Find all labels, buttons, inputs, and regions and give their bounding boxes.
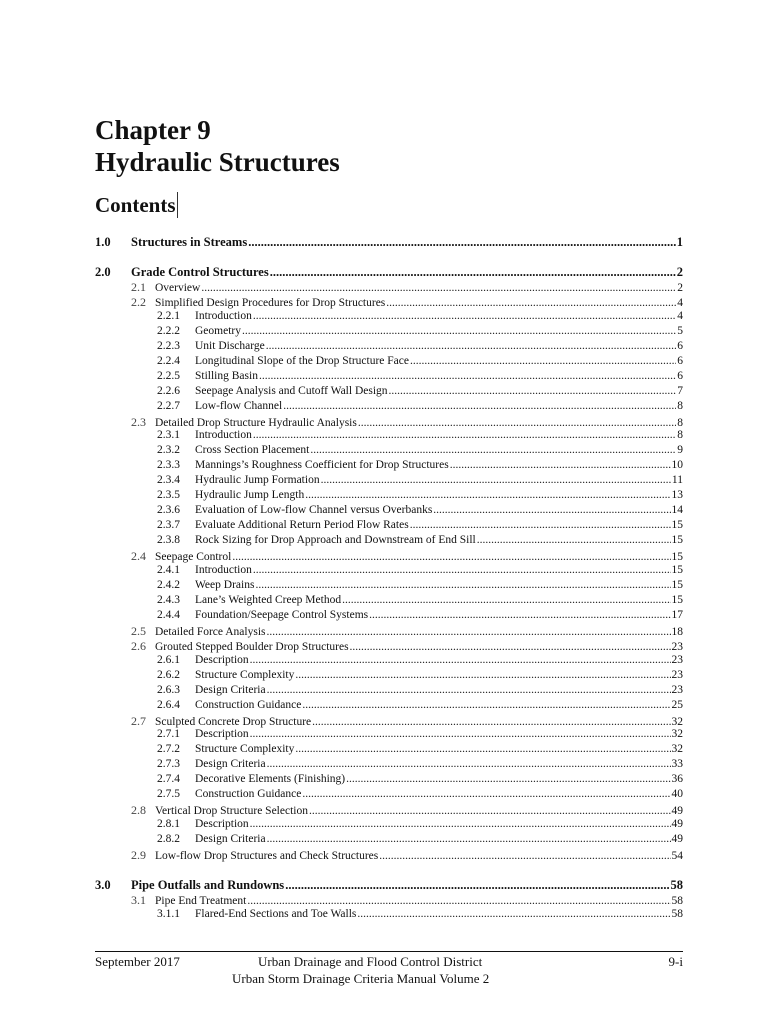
toc-entry-page: 40: [671, 788, 683, 801]
toc-entry-title: Hydraulic Jump Formation: [195, 474, 320, 487]
toc-entry-page: 36: [671, 773, 683, 786]
toc-entry-number: 3.1.1: [157, 907, 180, 920]
chapter-label: Chapter 9: [95, 115, 211, 145]
contents-label: Contents: [95, 193, 176, 217]
toc-entry-leader: [379, 850, 670, 862]
toc-entry-number: 2.3.5: [157, 489, 180, 502]
toc-entry-page: 8: [677, 416, 683, 429]
toc-entry[interactable]: [95, 878, 683, 893]
toc-entry-number: 2.8.2: [157, 833, 180, 846]
toc-entry[interactable]: [95, 235, 683, 250]
toc-entry-leader: [253, 564, 671, 576]
toc-entry[interactable]: [95, 519, 683, 531]
toc-entry[interactable]: [95, 280, 683, 295]
toc-entry-page: 6: [677, 369, 683, 382]
toc-entry[interactable]: [95, 594, 683, 606]
toc-entry-page: 13: [671, 489, 683, 502]
toc-entry-page: 18: [671, 625, 683, 638]
toc-entry[interactable]: [95, 728, 683, 740]
toc-entry-title: Sculpted Concrete Drop Structure: [155, 715, 312, 728]
toc-entry-number: 2.7.1: [157, 728, 180, 741]
toc-entry[interactable]: [95, 743, 683, 755]
toc-entry-title: Pipe End Treatment: [155, 895, 247, 907]
toc-entry-title: Unit Discharge: [195, 339, 265, 352]
toc-entry-page: 15: [671, 578, 683, 591]
toc-entry-number: 2.7.4: [157, 773, 180, 786]
toc-entry-leader: [267, 626, 671, 638]
toc-entry-page: 23: [671, 668, 683, 681]
toc-entry-title: Grouted Stepped Boulder Drop Structures: [155, 640, 349, 653]
toc-entry[interactable]: [95, 549, 683, 564]
toc-entry[interactable]: [95, 818, 683, 830]
toc-entry-leader: [346, 773, 670, 785]
toc-entry-page: 25: [671, 698, 683, 711]
toc-entry-leader: [253, 429, 676, 441]
toc-entry-number: 1.0: [95, 235, 111, 249]
toc-entry-leader: [342, 594, 670, 606]
toc-entry[interactable]: [95, 893, 683, 908]
toc-entry-number: 2.3.3: [157, 459, 180, 472]
toc-entry-title: Pipe Outfalls and Rundowns: [131, 878, 285, 893]
toc-entry-number: 2.3.1: [157, 429, 180, 442]
toc-entry-leader: [389, 385, 677, 397]
toc-entry-page: 23: [671, 640, 683, 653]
toc-entry-leader: [250, 728, 671, 740]
toc-entry[interactable]: [95, 624, 683, 639]
toc-entry-title: Description: [195, 818, 249, 831]
toc-entry-page: 54: [671, 850, 683, 863]
toc-entry-number: 2.9: [131, 848, 146, 863]
toc-entry-title: Introduction: [195, 564, 252, 576]
toc-entry-title: Design Criteria: [195, 833, 266, 846]
toc-entry-leader: [242, 325, 676, 337]
toc-entry[interactable]: [95, 639, 683, 654]
toc-entry-leader: [259, 370, 676, 382]
toc-entry-number: 2.7.3: [157, 758, 180, 771]
toc-entry[interactable]: [95, 654, 683, 666]
toc-entry-leader: [250, 654, 671, 666]
toc-entry-page: 58: [671, 907, 683, 920]
toc-entry-number: 2.6.3: [157, 683, 180, 696]
toc-entry-title: Foundation/Seepage Control Systems: [195, 608, 369, 621]
footer-page-number: 9-i: [668, 954, 683, 969]
toc-entry[interactable]: [95, 534, 683, 546]
toc-entry-page: 9: [677, 444, 683, 457]
toc-entry[interactable]: [95, 803, 683, 818]
toc-entry-page: 8: [677, 399, 683, 412]
toc-entry-page: 5: [677, 324, 683, 337]
toc-entry[interactable]: [95, 474, 683, 486]
toc-entry[interactable]: [95, 355, 683, 367]
toc-entry[interactable]: [95, 579, 683, 591]
toc-entry-page: 17: [671, 608, 683, 621]
toc-entry[interactable]: [95, 310, 683, 322]
toc-entry-title: Mannings’s Roughness Coefficient for Drop Structures: [195, 459, 449, 472]
toc-entry-title: Introduction: [195, 429, 252, 442]
toc-entry-page: 7: [677, 384, 683, 397]
toc-entry-title: Weep Drains: [195, 578, 255, 591]
toc-entry-leader: [369, 609, 670, 621]
toc-entry-number: 2.6.4: [157, 698, 180, 711]
toc-entry-leader: [248, 235, 676, 250]
footer-date: September 2017: [95, 954, 180, 969]
toc-entry-leader: [250, 818, 671, 830]
toc-entry[interactable]: [95, 444, 683, 456]
toc-entry-leader: [285, 878, 669, 893]
toc-entry-page: 58: [671, 895, 683, 907]
toc-entry-title: Low-flow Channel: [195, 399, 283, 412]
toc-entry-leader: [309, 805, 671, 817]
toc-entry-page: 15: [671, 551, 683, 564]
text-cursor: [177, 192, 178, 218]
toc-entry[interactable]: [95, 714, 683, 729]
toc-entry-leader: [283, 400, 676, 412]
toc-entry-title: Overview: [155, 281, 201, 294]
toc-entry-number: 2.4.2: [157, 578, 180, 591]
toc-entry-number: 2.4.3: [157, 593, 180, 606]
toc-entry-page: 15: [671, 519, 683, 532]
footer-manual-title: Urban Storm Drainage Criteria Manual Volume 2: [232, 971, 490, 986]
toc-entry-number: 2.4: [131, 549, 146, 564]
toc-entry-title: Evaluate Additional Return Period Flow Rates: [195, 519, 409, 532]
toc-entry-leader: [267, 684, 671, 696]
toc-entry-number: 2.2.4: [157, 354, 180, 367]
toc-entry-number: 2.4.1: [157, 564, 180, 576]
toc-entry-number: 2.3: [131, 414, 146, 429]
toc-entry-leader: [433, 504, 670, 516]
toc-entry[interactable]: [95, 400, 683, 412]
toc-entry-page: 49: [671, 818, 683, 831]
toc-entry-number: 3.1: [131, 893, 146, 907]
toc-entry-title: Decorative Elements (Finishing): [195, 773, 346, 786]
toc-entry-title: Design Criteria: [195, 683, 266, 696]
toc-entry-leader: [247, 895, 670, 907]
toc-entry[interactable]: [95, 415, 683, 430]
toc-entry-leader: [310, 444, 676, 456]
toc-entry[interactable]: [95, 489, 683, 501]
toc-entry[interactable]: [95, 609, 683, 621]
toc-entry-leader: [312, 716, 670, 728]
toc-entry-title: Structures in Streams: [131, 235, 248, 249]
toc-entry-title: Description: [195, 728, 249, 741]
toc-entry[interactable]: [95, 340, 683, 352]
toc-entry-leader: [410, 355, 676, 367]
toc-entry-number: 2.2.3: [157, 339, 180, 352]
toc-entry-title: Detailed Drop Structure Hydraulic Analysis: [155, 416, 357, 429]
toc-entry-number: 2.6: [131, 638, 146, 653]
toc-entry-page: 32: [671, 728, 683, 741]
toc-entry-number: 2.7.2: [157, 743, 180, 756]
toc-entry[interactable]: [95, 758, 683, 770]
toc-entry-page: 14: [671, 504, 683, 517]
toc-entry-number: 2.2.6: [157, 384, 180, 397]
toc-entry-title: Introduction: [195, 309, 252, 322]
toc-entry-leader: [321, 474, 671, 486]
toc-entry-title: Longitudinal Slope of the Drop Structure Face: [195, 354, 409, 367]
toc-entry-number: 2.3.8: [157, 534, 180, 547]
toc-entry-number: 2.8.1: [157, 818, 180, 831]
toc-entry-page: 49: [671, 805, 683, 818]
toc-entry-title: Evaluation of Low-flow Channel versus Overbanks: [195, 504, 433, 517]
toc-entry-number: 2.2.7: [157, 399, 180, 412]
toc-entry-page: 6: [677, 339, 683, 352]
toc-entry-leader: [450, 459, 671, 471]
toc-entry-number: 3.0: [95, 878, 111, 893]
toc-entry-number: 2.2: [131, 294, 146, 309]
toc-entry-number: 2.3.4: [157, 474, 180, 487]
toc-entry-page: 15: [671, 593, 683, 606]
toc-entry-page: 32: [671, 715, 683, 728]
toc-entry-page: 2: [677, 281, 683, 294]
toc-entry-title: Rock Sizing for Drop Approach and Downstream of End Sill: [195, 534, 476, 547]
toc-entry-title: Construction Guidance: [195, 788, 302, 801]
toc-entry[interactable]: [95, 833, 683, 845]
toc-entry-leader: [267, 758, 671, 770]
toc-entry-number: 2.0: [95, 265, 111, 279]
toc-entry-leader: [302, 699, 670, 711]
toc-entry-leader: [357, 908, 670, 920]
toc-entry-leader: [477, 534, 671, 546]
toc-entry-leader: [410, 519, 671, 531]
toc-entry-leader: [267, 833, 671, 845]
toc-entry-title: Simplified Design Procedures for Drop Structures: [155, 296, 386, 309]
toc-entry[interactable]: [95, 504, 683, 516]
toc-entry-number: 2.3.7: [157, 519, 180, 532]
toc-entry-title: Detailed Force Analysis: [155, 625, 266, 638]
toc-entry-number: 2.6.1: [157, 653, 180, 666]
toc-entry-title: Seepage Control: [155, 551, 232, 564]
toc-entry-leader: [232, 551, 670, 563]
toc-entry-title: Vertical Drop Structure Selection: [155, 805, 308, 818]
toc-entry-title: Lane’s Weighted Creep Method: [195, 593, 342, 606]
toc-entry-number: 2.2.1: [157, 309, 180, 322]
toc-entry-title: Seepage Analysis and Cutoff Wall Design: [195, 384, 388, 397]
toc-entry-number: 2.7.5: [157, 788, 180, 801]
toc-entry-page: 4: [677, 309, 683, 322]
toc-entry-title: Construction Guidance: [195, 698, 302, 711]
toc-entry[interactable]: [95, 325, 683, 337]
toc-entry-leader: [253, 310, 676, 322]
toc-entry[interactable]: [95, 773, 683, 785]
toc-entry-leader: [295, 669, 670, 681]
contents-heading: [95, 192, 178, 218]
toc-entry-page: 15: [671, 534, 683, 547]
toc-entry-number: 2.7: [131, 713, 146, 728]
toc-entry-page: 4: [677, 296, 683, 309]
toc-entry-page: 6: [677, 354, 683, 367]
toc-entry-title: Structure Complexity: [195, 743, 295, 756]
page-title: Hydraulic Structures: [95, 147, 340, 177]
toc-entry-number: 2.2.5: [157, 369, 180, 382]
toc-entry[interactable]: [95, 295, 683, 310]
toc-entry-title: Description: [195, 653, 249, 666]
toc-entry[interactable]: [95, 265, 683, 280]
toc-entry-leader: [295, 743, 670, 755]
toc-entry-number: 2.2.2: [157, 324, 180, 337]
toc-entry-page: 32: [671, 743, 683, 756]
toc-entry-leader: [358, 417, 676, 429]
toc-entry-page: 8: [677, 429, 683, 442]
toc-entry-page: 2: [676, 265, 683, 279]
toc-entry-leader: [302, 788, 670, 800]
toc-entry[interactable]: [95, 370, 683, 382]
toc-entry-number: 2.6.2: [157, 668, 180, 681]
toc-entry-leader: [255, 579, 670, 591]
toc-entry-page: 15: [671, 564, 683, 576]
footer-rule: [95, 951, 683, 952]
toc-entry-page: 11: [671, 474, 683, 487]
toc-entry-page: 49: [671, 833, 683, 846]
toc-entry-title: Hydraulic Jump Length: [195, 489, 305, 502]
footer-organization: Urban Drainage and Flood Control District: [258, 954, 483, 969]
toc-entry-page: 10: [671, 459, 683, 472]
toc-entry-page: 33: [671, 758, 683, 771]
toc-entry[interactable]: [95, 684, 683, 696]
toc-entry-number: 2.5: [131, 623, 146, 638]
toc-entry-page: 23: [671, 653, 683, 666]
toc-entry-leader: [270, 265, 676, 280]
toc-entry-leader: [266, 340, 677, 352]
toc-entry[interactable]: [95, 908, 683, 920]
toc-entry[interactable]: [95, 459, 683, 471]
toc-entry-number: 2.4.4: [157, 608, 180, 621]
toc-entry-number: 2.3.6: [157, 504, 180, 517]
toc-entry-title: Design Criteria: [195, 758, 266, 771]
toc-entry[interactable]: [95, 848, 683, 863]
toc-entry-page: 23: [671, 683, 683, 696]
toc-entry-title: Cross Section Placement: [195, 444, 310, 457]
toc-entry[interactable]: [95, 699, 683, 711]
toc-entry-leader: [386, 297, 676, 309]
toc-entry-number: 2.3.2: [157, 444, 180, 457]
toc-entry[interactable]: [95, 788, 683, 800]
toc-entry[interactable]: [95, 385, 683, 397]
toc-entry[interactable]: [95, 669, 683, 681]
toc-entry-title: Grade Control Structures: [131, 265, 269, 279]
toc-entry-title: Stilling Basin: [195, 369, 258, 382]
toc-entry-number: 2.8: [131, 803, 146, 818]
toc-entry[interactable]: [95, 564, 683, 576]
toc-entry-leader: [305, 489, 670, 501]
toc-entry-leader: [350, 641, 671, 653]
toc-entry-page: 58: [670, 878, 683, 893]
toc-entry-page: 1: [676, 235, 683, 249]
toc-entry-leader: [201, 282, 676, 294]
toc-entry-title: Structure Complexity: [195, 668, 295, 681]
toc-entry-title: Flared-End Sections and Toe Walls: [195, 907, 357, 920]
toc-entry-number: 2.1: [131, 279, 146, 294]
toc-entry-title: Geometry: [195, 324, 241, 337]
toc-entry-title: Low-flow Drop Structures and Check Structures: [155, 850, 379, 863]
toc-entry[interactable]: [95, 429, 683, 441]
